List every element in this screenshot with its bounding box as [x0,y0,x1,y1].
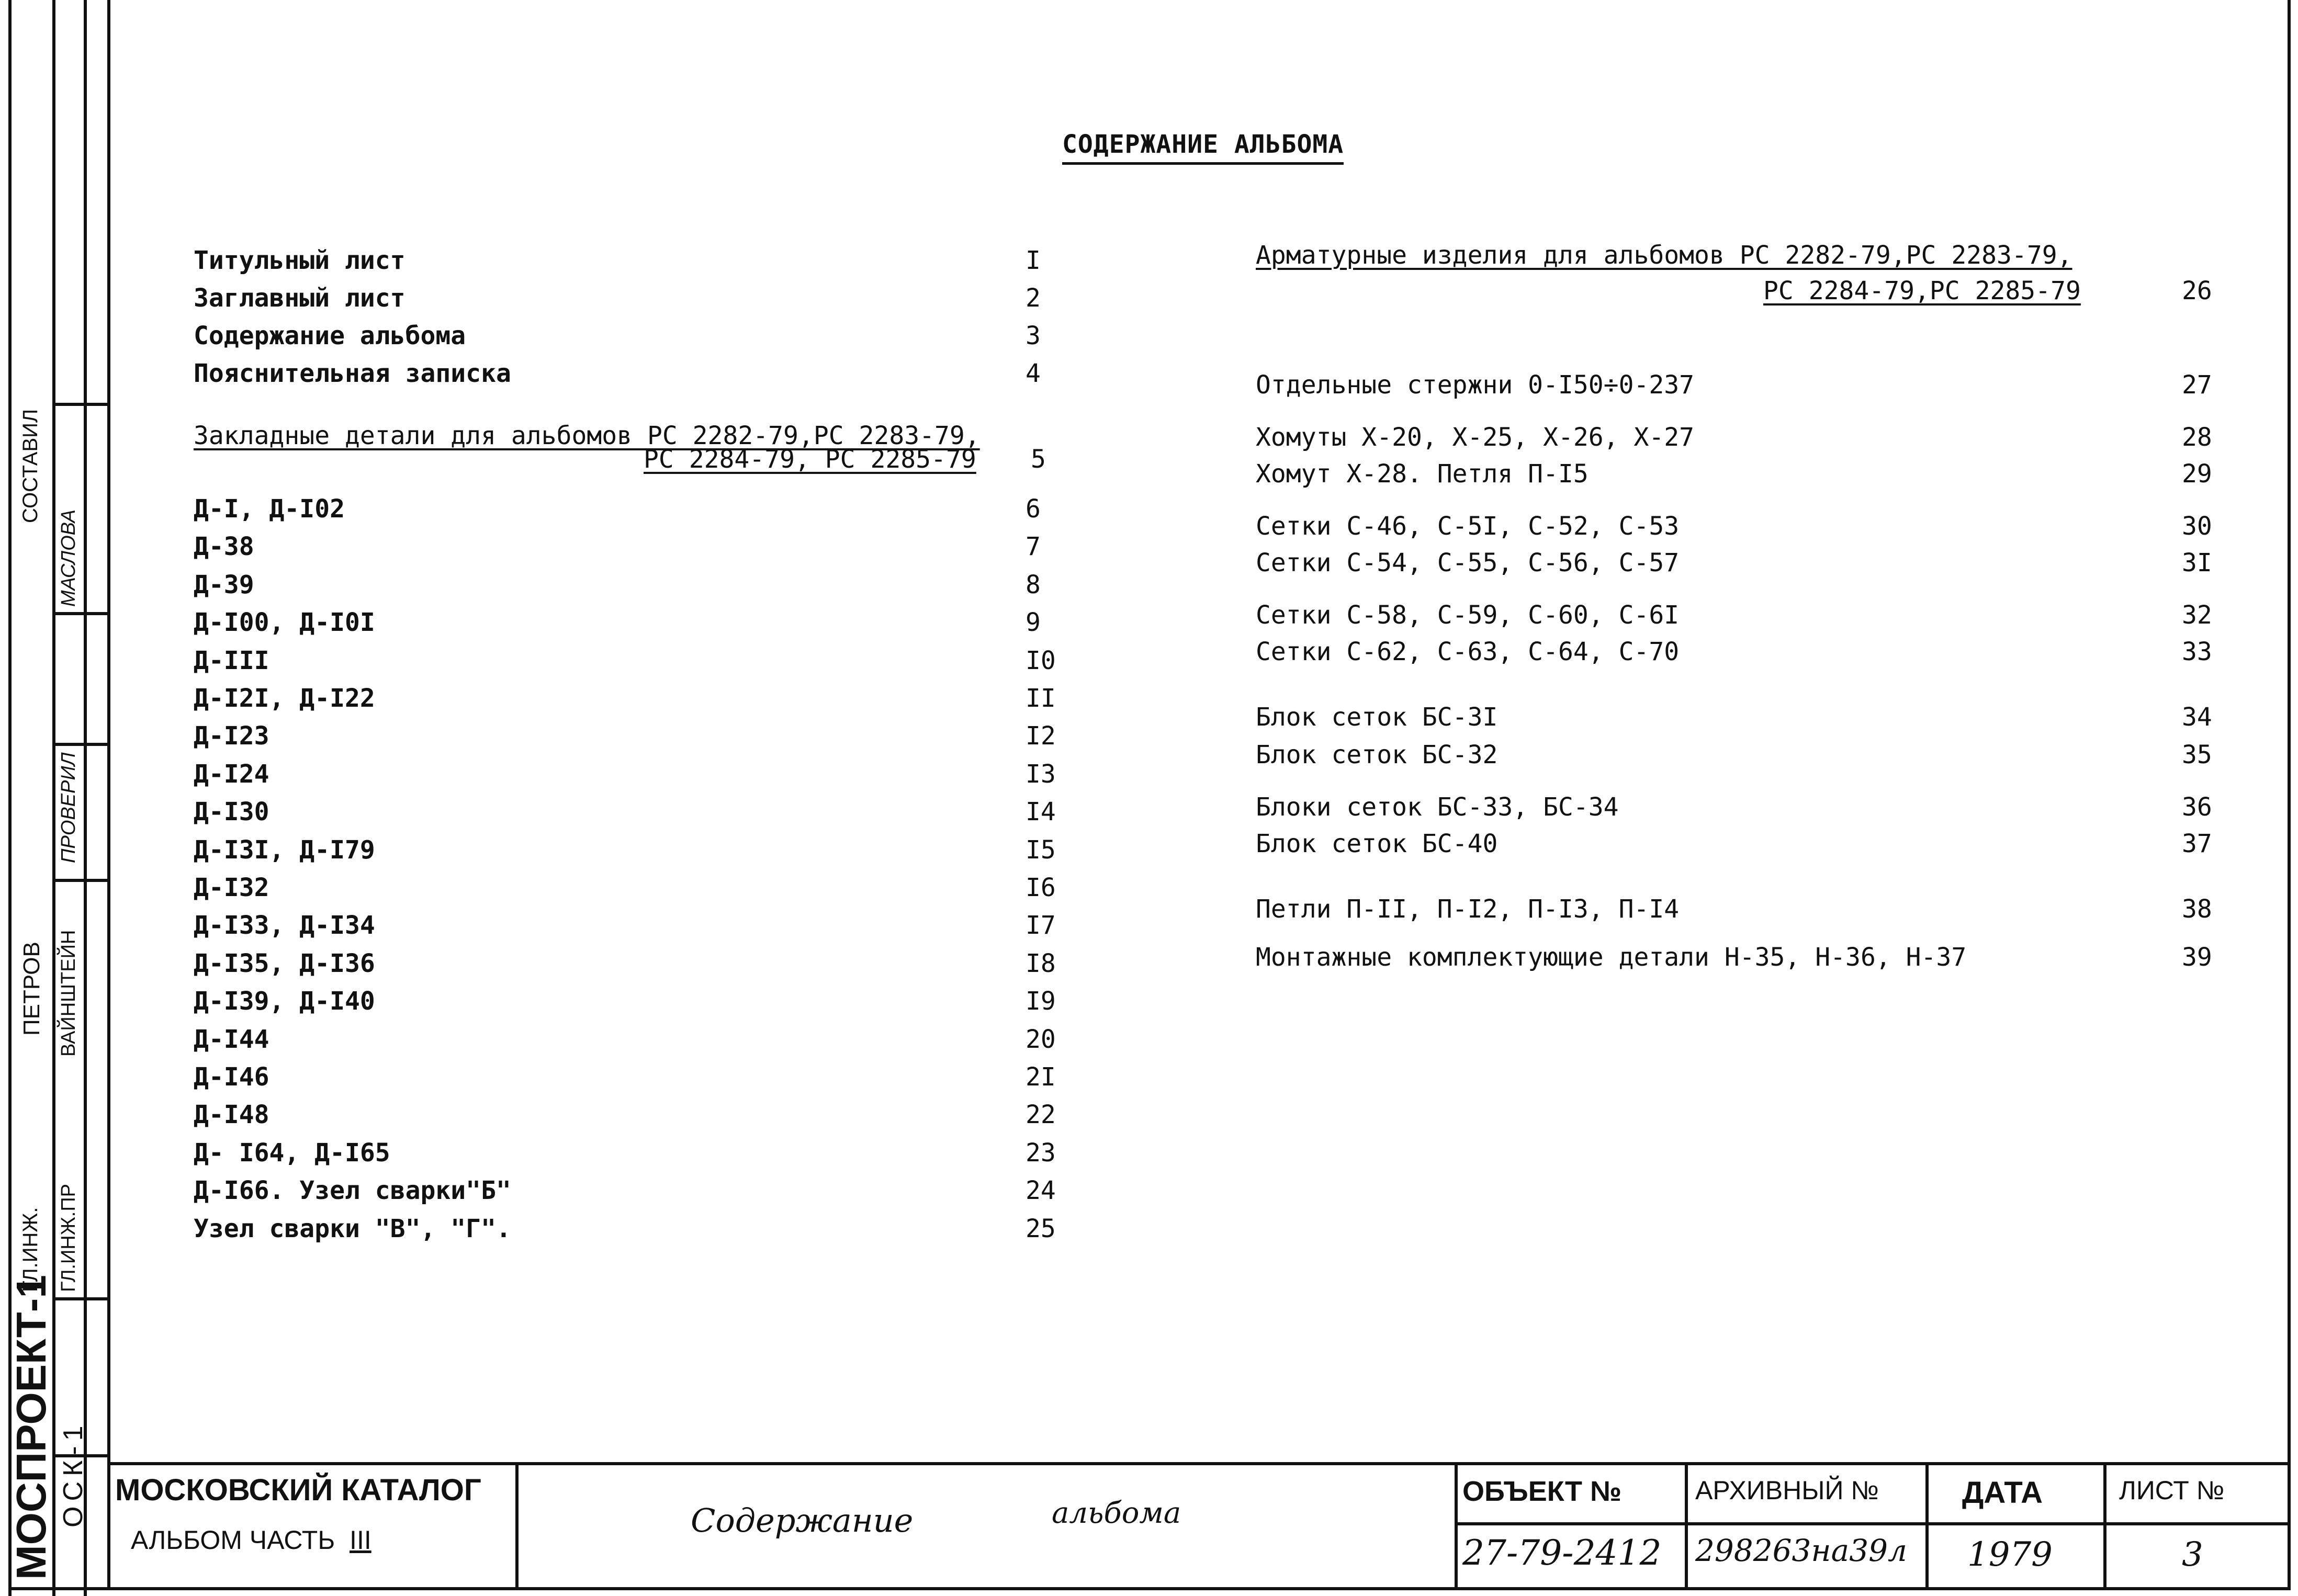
toc-row-page: 29 [2182,459,2212,489]
toc-row-label: Отдельные стержни 0-I50÷0-237 [1256,370,1695,400]
side-role-3: ПРОВЕРИЛ [58,752,80,863]
stamp-sheet-label: ЛИСТ № [2119,1476,2225,1505]
toc-row-page: 3 [1026,321,1041,350]
side-sep-3 [52,743,110,746]
toc-row-page: 32 [2182,601,2212,630]
toc-row-page: 27 [2182,370,2212,400]
right-section-page: 26 [2182,276,2212,305]
toc-row-label: Петли П-II, П-I2, П-I3, П-I4 [1256,895,1680,924]
toc-row-page: 39 [2182,943,2212,972]
side-name-2: ВАЙНШТЕЙН [58,930,80,1057]
right-section-line-1: Арматурные изделия для альбомов РС 2282-79,РС 2283-79, [1256,241,2072,270]
stamp-album-part-label: АЛЬБОМ ЧАСТЬ [131,1525,335,1555]
toc-row-page: I2 [1026,721,1056,751]
stamp-album-part [131,1525,371,1555]
stamp-date-label: ДАТА [1962,1476,2043,1510]
toc-row-label: Д-I39, Д-I40 [194,987,375,1016]
left-section-line-2: РС 2284-79, РС 2285-79 [644,445,976,474]
toc-row-label: Хомут Х-28. Петля П-I5 [1256,459,1589,489]
stamp-div-1 [515,1462,519,1590]
stamp-div-2 [1455,1462,1458,1590]
toc-row-page: 23 [1026,1138,1056,1168]
toc-row-page: 24 [1026,1176,1056,1206]
frame-bottom [8,1587,2291,1590]
toc-row-label: Д-I2I, Д-I22 [194,684,375,713]
stamp-div-3 [1685,1462,1688,1590]
toc-row-label: Заглавный лист [194,284,405,313]
toc-row-page: 6 [1026,494,1041,524]
stamp-object-value: 27-79-2412 [1462,1533,1662,1573]
toc-row-label: Д-I3I, Д-I79 [194,835,375,865]
side-role-2: ГЛ.ИНЖ.ПР [58,1184,80,1292]
stamp-date-value: 1979 [1967,1535,2053,1574]
toc-row-page: 28 [2182,423,2212,452]
toc-row-page: I3 [1026,759,1056,789]
toc-row-page: 38 [2182,895,2212,924]
toc-row-label: Д-I66. Узел сварки"Б" [194,1176,511,1206]
stamp-catalog: МОСКОВСКИЙ КАТАЛОГ [115,1473,481,1507]
side-series: ОСК-1 [58,1420,88,1527]
side-sep-1 [52,403,110,406]
toc-row-label: Хомуты Х-20, Х-25, Х-26, Х-27 [1256,423,1695,452]
toc-row-page: 20 [1026,1024,1056,1054]
side-sep-2 [52,612,110,615]
toc-row-page: 7 [1026,532,1041,562]
left-section-page: 5 [1031,445,1046,474]
stamp-doc-title-1: Содержание [691,1501,914,1540]
side-name-4: МАСЛОВА [58,509,80,607]
toc-row-label: Блок сеток БС-32 [1256,740,1498,769]
stamp-div-5 [2103,1462,2106,1590]
toc-right-column [1256,241,2239,972]
toc-row-label: Блоки сеток БС-33, БС-34 [1256,793,1619,822]
toc-row-label: Д-III [194,646,269,675]
toc-row-label: Пояснительная записка [194,359,511,388]
toc-row-label: Сетки С-54, С-55, С-56, С-57 [1256,548,1680,578]
toc-row-page: 22 [1026,1100,1056,1130]
toc-row-page: 4 [1026,359,1041,388]
toc-row-page: 33 [2182,637,2212,666]
stamp-archive-value: 298263на39л [1695,1533,1907,1568]
side-org: МОСПРОЕКТ-1 [8,1275,54,1580]
toc-row-page: I0 [1026,646,1056,675]
stamp-part-number: III [350,1525,371,1555]
stamp-div-4 [1925,1462,1929,1590]
toc-row-page: I8 [1026,948,1056,978]
toc-row-page: 3I [2182,548,2212,578]
frame-main-left [107,0,110,1590]
toc-row-page: II [1026,684,1056,713]
toc-row-label: Д-I44 [194,1024,269,1054]
stamp-mid-line [1455,1522,2290,1525]
right-section-line-2: РС 2284-79,РС 2285-79 [1763,276,2081,305]
toc-row-page: 34 [2182,703,2212,732]
toc-row-page: I [1026,246,1041,275]
toc-row-label: Д-I00, Д-I0I [194,608,375,638]
toc-row-page: 2I [1026,1062,1056,1092]
toc-row-label: Д-38 [194,532,254,562]
toc-row-label: Сетки С-58, С-59, С-60, С-6I [1256,601,1680,630]
toc-row-label: Титульный лист [194,246,405,275]
frame-right-edge [2288,0,2291,1590]
toc-row-page: 9 [1026,608,1041,638]
toc-row-label: Блок сеток БС-3I [1256,703,1498,732]
toc-row-label: Монтажные комплектующие детали Н-35, Н-36, Н-37 [1256,943,1967,972]
toc-row-label: Д-I35, Д-I36 [194,948,375,978]
toc-row-label: Блок сеток БС-40 [1256,829,1498,858]
frame-side-column [84,0,87,1596]
toc-row-label: Д-I33, Д-I34 [194,911,375,941]
toc-row-label: Д-I23 [194,721,269,751]
side-name-1: ПЕТРОВ [19,942,44,1036]
side-sep-5 [52,1297,110,1300]
toc-left-column [194,246,1083,1243]
side-role-4: СОСТАВИЛ [19,409,42,523]
toc-row-label: Д-I, Д-I02 [194,494,345,524]
toc-row-page: 30 [2182,512,2212,541]
stamp-archive-label: АРХИВНЫЙ № [1695,1476,1879,1505]
toc-row-label: Д-I48 [194,1100,269,1130]
toc-row-page: I5 [1026,835,1056,865]
stamp-sheet-value: 3 [2182,1535,2203,1574]
toc-row-label: Содержание альбома [194,321,466,350]
toc-row-page: 36 [2182,793,2212,822]
toc-row-label: Д-I46 [194,1062,269,1092]
toc-row-page: I7 [1026,911,1056,941]
toc-row-label: Д-I32 [194,873,269,902]
side-role-1: ГЛ.ИНЖ. [19,1207,42,1292]
toc-row-label: Сетки С-62, С-63, С-64, С-70 [1256,637,1680,666]
stamp-object-label: ОБЪЕКТ № [1462,1476,1622,1507]
toc-row-page: 8 [1026,570,1041,599]
toc-row-page: I4 [1026,797,1056,827]
toc-row-page: I9 [1026,987,1056,1016]
toc-row-label: Д-I24 [194,759,269,789]
side-sep-4 [52,879,110,882]
toc-row-label: Узел сварки "В", "Г". [194,1214,511,1243]
stamp-top-line [107,1462,2290,1465]
toc-row-label: Д-39 [194,570,254,599]
toc-row-page: 2 [1026,284,1041,313]
page-title: СОДЕРЖАНИЕ АЛЬБОМА [1062,130,1344,165]
left-section-line-1: Закладные детали для альбомов РС 2282-79,РС 2283-79, [194,421,980,450]
toc-row-page: 35 [2182,740,2212,769]
toc-row-label: Д- I64, Д-I65 [194,1138,390,1168]
stamp-doc-title-2: альбома [1052,1496,1181,1530]
toc-row-label: Д-I30 [194,797,269,827]
toc-row-page: I6 [1026,873,1056,902]
toc-row-page: 37 [2182,829,2212,858]
toc-row-page: 25 [1026,1214,1056,1243]
toc-row-label: Сетки С-46, С-5I, С-52, С-53 [1256,512,1680,541]
